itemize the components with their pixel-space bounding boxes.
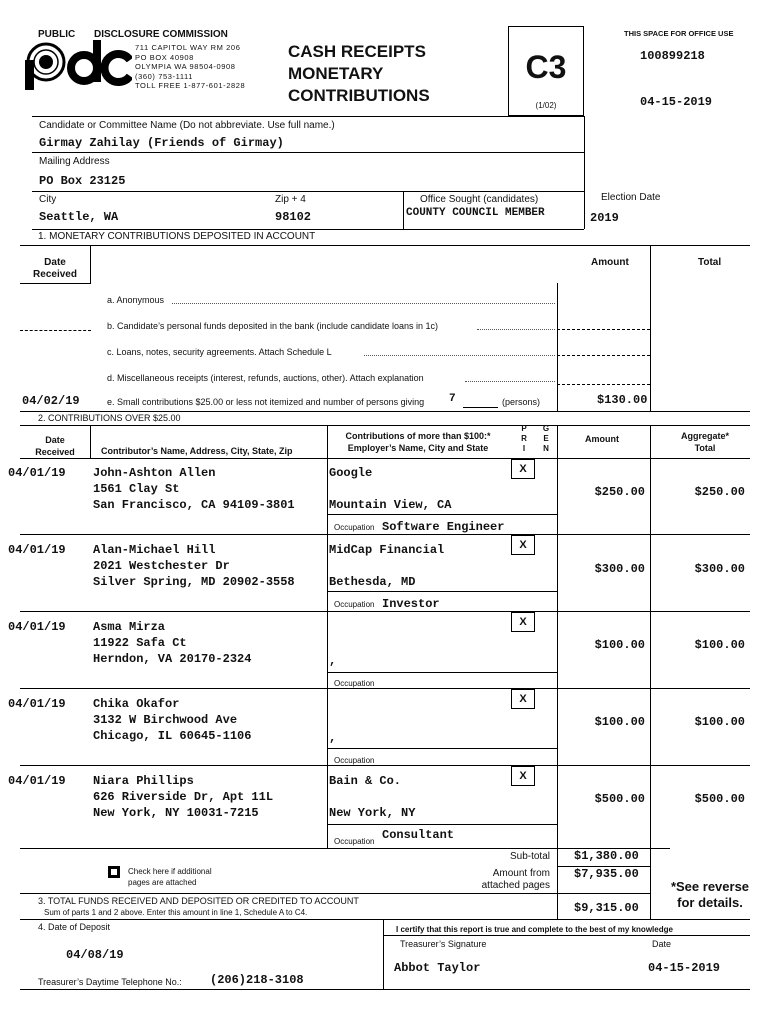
attached-pages-amount: $7,935.00 <box>574 867 639 881</box>
line-e-small: e. Small contributions $25.00 or less not itemized and number of persons giving <box>107 397 425 407</box>
row-employer: Google <box>329 466 373 480</box>
row-date: 04/01/19 <box>8 543 66 557</box>
signature-date: 04-15-2019 <box>648 961 721 975</box>
form-title: CASH RECEIPTS MONETARY CONTRIBUTIONS <box>288 42 430 105</box>
office-use-label: THIS SPACE FOR OFFICE USE <box>624 29 734 38</box>
row-employer-city: New York, NY <box>329 806 416 820</box>
see-reverse-note: *See reverse for details. <box>670 879 750 910</box>
row-aggregate: $500.00 <box>694 792 745 806</box>
row-contributor-address: 1561 Clay St <box>93 482 180 496</box>
line-b-personal-funds: b. Candidate’s personal funds deposited in the bank (include candidate loans in 1c) <box>107 321 439 331</box>
row-contributor-name: Chika Okafor <box>93 697 180 711</box>
row-primary-checkbox[interactable]: X <box>511 612 535 632</box>
pdc-logo <box>22 38 132 90</box>
row-contributor-name: Alan-Michael Hill <box>93 543 216 557</box>
total-funds: $9,315.00 <box>574 901 639 915</box>
deposit-date: 04/08/19 <box>66 948 124 962</box>
zip-label: Zip + 4 <box>275 194 306 205</box>
line-e-persons-label: (persons) <box>502 397 541 407</box>
row-date: 04/01/19 <box>8 774 66 788</box>
office-sought: COUNTY COUNCIL MEMBER <box>406 207 545 219</box>
row-employer: Bain & Co. <box>329 774 402 788</box>
row-occupation: Software Engineer <box>382 520 505 534</box>
row-date: 04/01/19 <box>8 697 66 711</box>
row-occupation-label: Occupation <box>334 679 375 688</box>
line-c-loans: c. Loans, notes, security agreements. Attach Schedule L <box>107 347 332 357</box>
line-e-total: $130.00 <box>597 393 648 407</box>
line-e-date: 04/02/19 <box>22 394 80 408</box>
line-e-persons: 7 <box>449 393 456 405</box>
treasurer-signature: Abbot Taylor <box>394 961 481 975</box>
row-primary-checkbox[interactable]: X <box>511 535 535 555</box>
row-contributor-address: 3132 W Birchwood Ave <box>93 713 238 727</box>
row-aggregate: $250.00 <box>694 485 745 499</box>
attached-pages-label: Amount from attached pages <box>481 868 550 891</box>
row-aggregate: $100.00 <box>694 715 745 729</box>
certify-statement: I certify that this report is true and complete to the best of my knowledge <box>396 925 673 934</box>
row-occupation-label: Occupation <box>334 837 375 846</box>
subtotal-amount: $1,380.00 <box>574 849 639 863</box>
form-code-box <box>508 26 584 116</box>
row-date: 04/01/19 <box>8 466 66 480</box>
row-employer-city: , <box>329 731 337 745</box>
row-contributor-address: 626 Riverside Dr, Apt 11L <box>93 790 274 804</box>
section1-title: 1. MONETARY CONTRIBUTIONS DEPOSITED IN ACCOUNT <box>38 231 316 242</box>
row-contributor-name: Asma Mirza <box>93 620 166 634</box>
additional-pages-label: Check here if additional pages are attached <box>128 867 212 887</box>
row-amount: $100.00 <box>594 638 645 652</box>
row-employer-city: Bethesda, MD <box>329 575 416 589</box>
section1-total-header: Total <box>698 257 722 268</box>
office-id: 100899218 <box>640 49 705 63</box>
office-sought-label: Office Sought (candidates) <box>420 194 539 205</box>
form-version: (1/02) <box>535 101 557 110</box>
row-aggregate: $300.00 <box>694 562 745 576</box>
election-date-label: Election Date <box>601 192 661 203</box>
row-occupation: Consultant <box>382 828 455 842</box>
row-date: 04/01/19 <box>8 620 66 634</box>
row-amount: $500.00 <box>594 792 645 806</box>
mailing-address: PO Box 23125 <box>39 174 126 188</box>
section2-contributor-header: Contributor’s Name, Address, City, State, Zip <box>101 446 293 456</box>
row-contributor-name: Niara Phillips <box>93 774 194 788</box>
agency-name-commission: DISCLOSURE COMMISSION <box>94 29 228 40</box>
row-occupation-label: Occupation <box>334 523 375 532</box>
row-contributor-city: San Francisco, CA 94109-3801 <box>93 498 295 512</box>
row-occupation: Investor <box>382 597 440 611</box>
phone-label: Treasurer’s Daytime Telephone No.: <box>38 977 182 987</box>
section3-subtitle: Sum of parts 1 and 2 above. Enter this amount in line 1, Schedule A to C4. <box>44 908 308 917</box>
row-aggregate: $100.00 <box>694 638 745 652</box>
row-amount: $250.00 <box>594 485 645 499</box>
row-occupation-label: Occupation <box>334 600 375 609</box>
row-contributor-name: John-Ashton Allen <box>93 466 216 480</box>
row-primary-checkbox[interactable]: X <box>511 689 535 709</box>
row-contributor-city: New York, NY 10031-7215 <box>93 806 259 820</box>
line-a-anonymous: a. Anonymous <box>107 295 165 305</box>
city: Seattle, WA <box>39 210 119 224</box>
row-employer-city: Mountain View, CA <box>329 498 452 512</box>
row-amount: $100.00 <box>594 715 645 729</box>
row-employer: MidCap Financial <box>329 543 445 557</box>
row-amount: $300.00 <box>594 562 645 576</box>
signature-label: Treasurer’s Signature <box>400 939 487 949</box>
row-occupation-label: Occupation <box>334 756 375 765</box>
office-date: 04-15-2019 <box>640 95 713 109</box>
row-contributor-city: Chicago, IL 60645-1106 <box>93 729 252 743</box>
section2-title: 2. CONTRIBUTIONS OVER $25.00 <box>38 413 181 423</box>
section2-gen-header: G E N <box>542 424 550 453</box>
agency-address: 711 CAPITOL WAY RM 206 PO BOX 40908 OLYMPIA WA 98504-0908 (360) 753-1111 TOLL FREE 1-877-601-2828 <box>135 43 246 91</box>
section1-date-header: Date Received <box>33 257 77 280</box>
row-contributor-city: Herndon, VA 20170-2324 <box>93 652 252 666</box>
candidate-name-label: Candidate or Committee Name (Do not abbreviate. Use full name.) <box>39 120 335 131</box>
row-contributor-address: 2021 Westchester Dr <box>93 559 230 573</box>
section2-date-header: Date Received <box>35 435 75 457</box>
candidate-name: Girmay Zahilay (Friends of Girmay) <box>39 136 284 150</box>
row-primary-checkbox[interactable]: X <box>511 459 535 479</box>
section2-employer-header: Contributions of more than $100:* Employer’s Name, City and State <box>345 431 491 453</box>
row-employer-city: , <box>329 654 337 668</box>
mailing-address-label: Mailing Address <box>39 156 110 167</box>
city-label: City <box>39 194 57 205</box>
signature-date-label: Date <box>652 939 672 949</box>
section3-title: 3. TOTAL FUNDS RECEIVED AND DEPOSITED OR CREDITED TO ACCOUNT <box>38 896 359 906</box>
section1-amount-header: Amount <box>591 257 629 268</box>
section2-amount-header: Amount <box>585 434 619 444</box>
row-contributor-address: 11922 Safa Ct <box>93 636 187 650</box>
subtotal-label: Sub-total <box>509 851 550 862</box>
row-primary-checkbox[interactable]: X <box>511 766 535 786</box>
deposit-date-label: 4. Date of Deposit <box>38 922 111 932</box>
additional-pages-checkbox[interactable] <box>108 866 120 878</box>
agency-name-public: PUBLIC <box>38 29 76 40</box>
line-d-misc: d. Miscellaneous receipts (interest, refunds, auctions, other). Attach explanation <box>107 373 424 383</box>
form-code: C3 <box>525 49 567 85</box>
section2-pri-header: P R I <box>521 424 527 453</box>
zip: 98102 <box>275 210 312 224</box>
treasurer-phone: (206)218-3108 <box>210 973 304 987</box>
section2-aggregate-header: Aggregate* Total <box>680 431 729 453</box>
row-contributor-city: Silver Spring, MD 20902-3558 <box>93 575 295 589</box>
election-date: 2019 <box>590 211 619 225</box>
